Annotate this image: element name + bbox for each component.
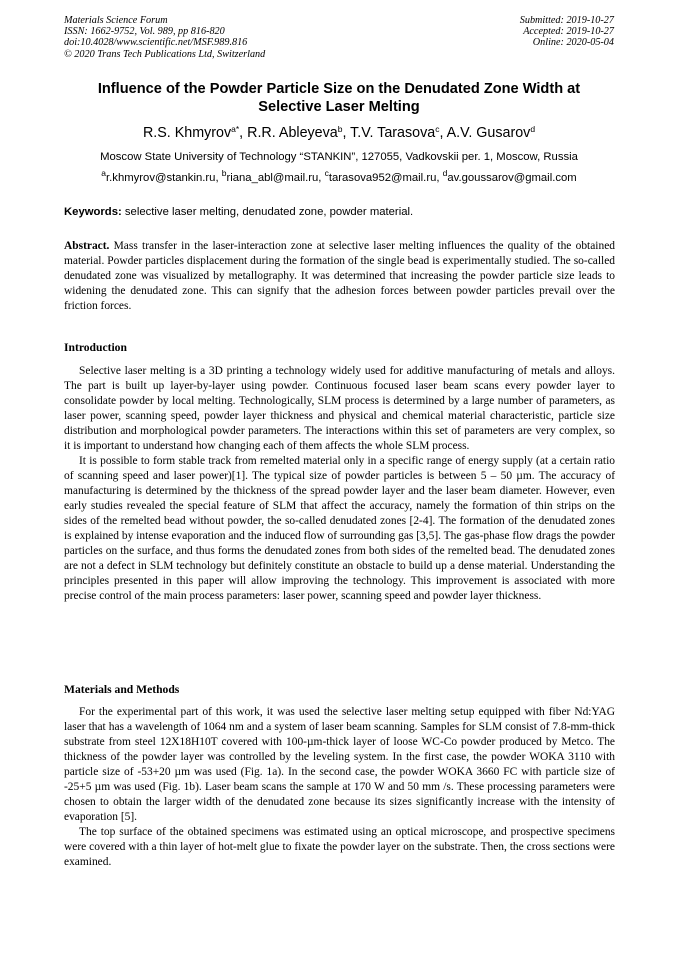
author-separator: , <box>439 125 447 141</box>
methods-heading: Materials and Methods <box>64 683 180 696</box>
journal-copyright: © 2020 Trans Tech Publications Ltd, Switzerland <box>64 48 266 60</box>
author-separator: , <box>342 125 351 141</box>
introduction-paragraph: It is possible to form stable track from remelted material only in a specific range of energy supply (at a certain ratio of scanning speed and laser power)[1]. The typical size of powder particles is between 5 – 50 µm. The accuracy of manufacturing is determined by the thickness of the spread powder layer and the laser beam diameter. However, even early studies revealed the special feature of SLM that affect the accuracy, namely the formation of thin strips on the sides of the remelted bead without powder, the so-called denudated zones [2-4]. The formation of the denudated zones is explained by intense evaporation and the induced flow of surrounding gas [3,5]. The gas-phase flow drags the powder particles on the surface, and thus forms the denudated zones from both sides of the remelted bead. The denudated zones are not a defect in SLM technology but definitely constitute an obstacle to build up a dense material. Understanding the principles presented in this paper will allow improving the technology. This improvement is associated with more precise control of the main process parameters: laser power, scanning speed and powder layer thickness. <box>64 455 615 602</box>
author-name: R.R. Ableyeva <box>247 125 338 141</box>
paper-title-line-2: Selective Laser Melting <box>258 99 420 115</box>
introduction-paragraph: Selective laser melting is a 3D printing a technology widely used for additive manufacturing of metals and alloys. The part is built up layer-by-layer using powder. Continuous focused laser beam scans every powder layer to consolidate powder by local melting. Technologically, SLM process is determined by a large number of parameters, as laser power, scanning speed, powder layer thickness and physical and chemical material characteristic, particle size distribution and morphological powder parameters. The interactions within this set of parameters are very complex, so it is important to understand how changing each of them affects the whole SLM process. <box>64 365 615 452</box>
introduction-heading: Introduction <box>64 341 127 354</box>
abstract <box>64 239 615 314</box>
methods-paragraph: The top surface of the obtained specimens was estimated using an optical microscope, and prospective specimens were covered with a thin layer of hot-melt glue to fixate the powder layer on the substrate. Then, the cross sections were examined. <box>64 826 615 868</box>
author-mark: d <box>530 124 536 134</box>
keywords-text: selective laser melting, denudated zone, powder material. <box>121 206 414 218</box>
submission-dates <box>520 15 614 49</box>
author-email[interactable]: r.khmyrov@stankin.ru <box>106 172 216 184</box>
paper-title-line-1: Influence of the Powder Particle Size on the Denudated Zone Width at <box>97 81 581 97</box>
affiliation: Moscow State University of Technology “STANKIN”, 127055, Vadkovskii per. 1, Moscow, Russia <box>100 151 578 163</box>
author-mark: c <box>435 124 440 134</box>
abstract-paragraph <box>64 239 615 314</box>
author-name: A.V. Gusarov <box>446 125 531 141</box>
author-mark: a* <box>231 124 240 134</box>
email-separator: , <box>215 172 222 184</box>
keywords-label: Keywords: <box>64 206 122 218</box>
author-email[interactable]: tarasova952@mail.ru <box>328 172 437 184</box>
keywords <box>64 205 413 219</box>
author-emails <box>30 168 648 185</box>
author-name: T.V. Tarasova <box>350 125 436 141</box>
abstract-text: Mass transfer in the laser-interaction zone at selective laser melting influences the quality of the obtained material. Powder particles displacement during the formation of the single bead is experimentally studied. The so-called denudated zone was visualized by metallography. It was determined that increasing the powder particle size leads to widening the denudated zone. This can signify that the adhesion forces between powder particles prevail over the friction forces. <box>64 240 615 312</box>
methods-paragraph: For the experimental part of this work, it was used the selective laser melting setup equipped with fiber Nd:YAG laser that has a wavelength of 1064 nm and a system of laser beam scanning. Samples for SLM consist of 7.8-mm-thick substrate from steel 12X18H10T covered with 100-µm-thick layer of loose WC-Co powder produced by Metco. The thickness of the powder layer was controlled by the leveling system. In the first case, the powder WOKA 3110 with particle size of -53+20 µm was used (Fig. 1a). In the second case, the powder WOKA 3660 FC with particle size of -25+5 µm was used (Fig. 1b). Laser beam scans the sample at 170 W and 50 mm /s. These processing parameters were chosen to obtain the larger width of the denudated zone because its sizes significantly increase with the intensity of evaporation [5]. <box>64 706 615 823</box>
journal-name: Materials Science Forum <box>64 15 168 26</box>
email-mark: d <box>442 168 448 178</box>
online-date: Online: 2020-05-04 <box>532 37 614 49</box>
email-mark: c <box>324 168 329 178</box>
methods-body <box>64 705 615 870</box>
author-email[interactable]: av.goussarov@gmail.com <box>447 172 577 184</box>
email-separator: , <box>318 172 325 184</box>
author-separator: , <box>239 125 248 141</box>
email-separator: , <box>436 172 443 184</box>
email-mark: a <box>101 168 107 178</box>
author-email[interactable]: riana_abl@mail.ru <box>226 172 319 184</box>
submitted-date: Submitted: 2019-10-27 <box>519 15 614 26</box>
introduction-body <box>64 364 615 604</box>
author-mark: b <box>337 124 343 134</box>
paper-title <box>40 80 638 116</box>
author-list <box>40 124 638 142</box>
journal-info <box>64 15 265 60</box>
author-name: R.S. Khmyrov <box>142 125 232 141</box>
email-mark: b <box>221 168 227 178</box>
journal-issn: ISSN: 1662-9752, Vol. 989, pp 816-820 <box>64 26 225 38</box>
abstract-label: Abstract. <box>64 240 110 252</box>
journal-doi: doi:10.4028/www.scientific.net/MSF.989.816 <box>64 37 248 49</box>
accepted-date: Accepted: 2019-10-27 <box>523 26 614 38</box>
